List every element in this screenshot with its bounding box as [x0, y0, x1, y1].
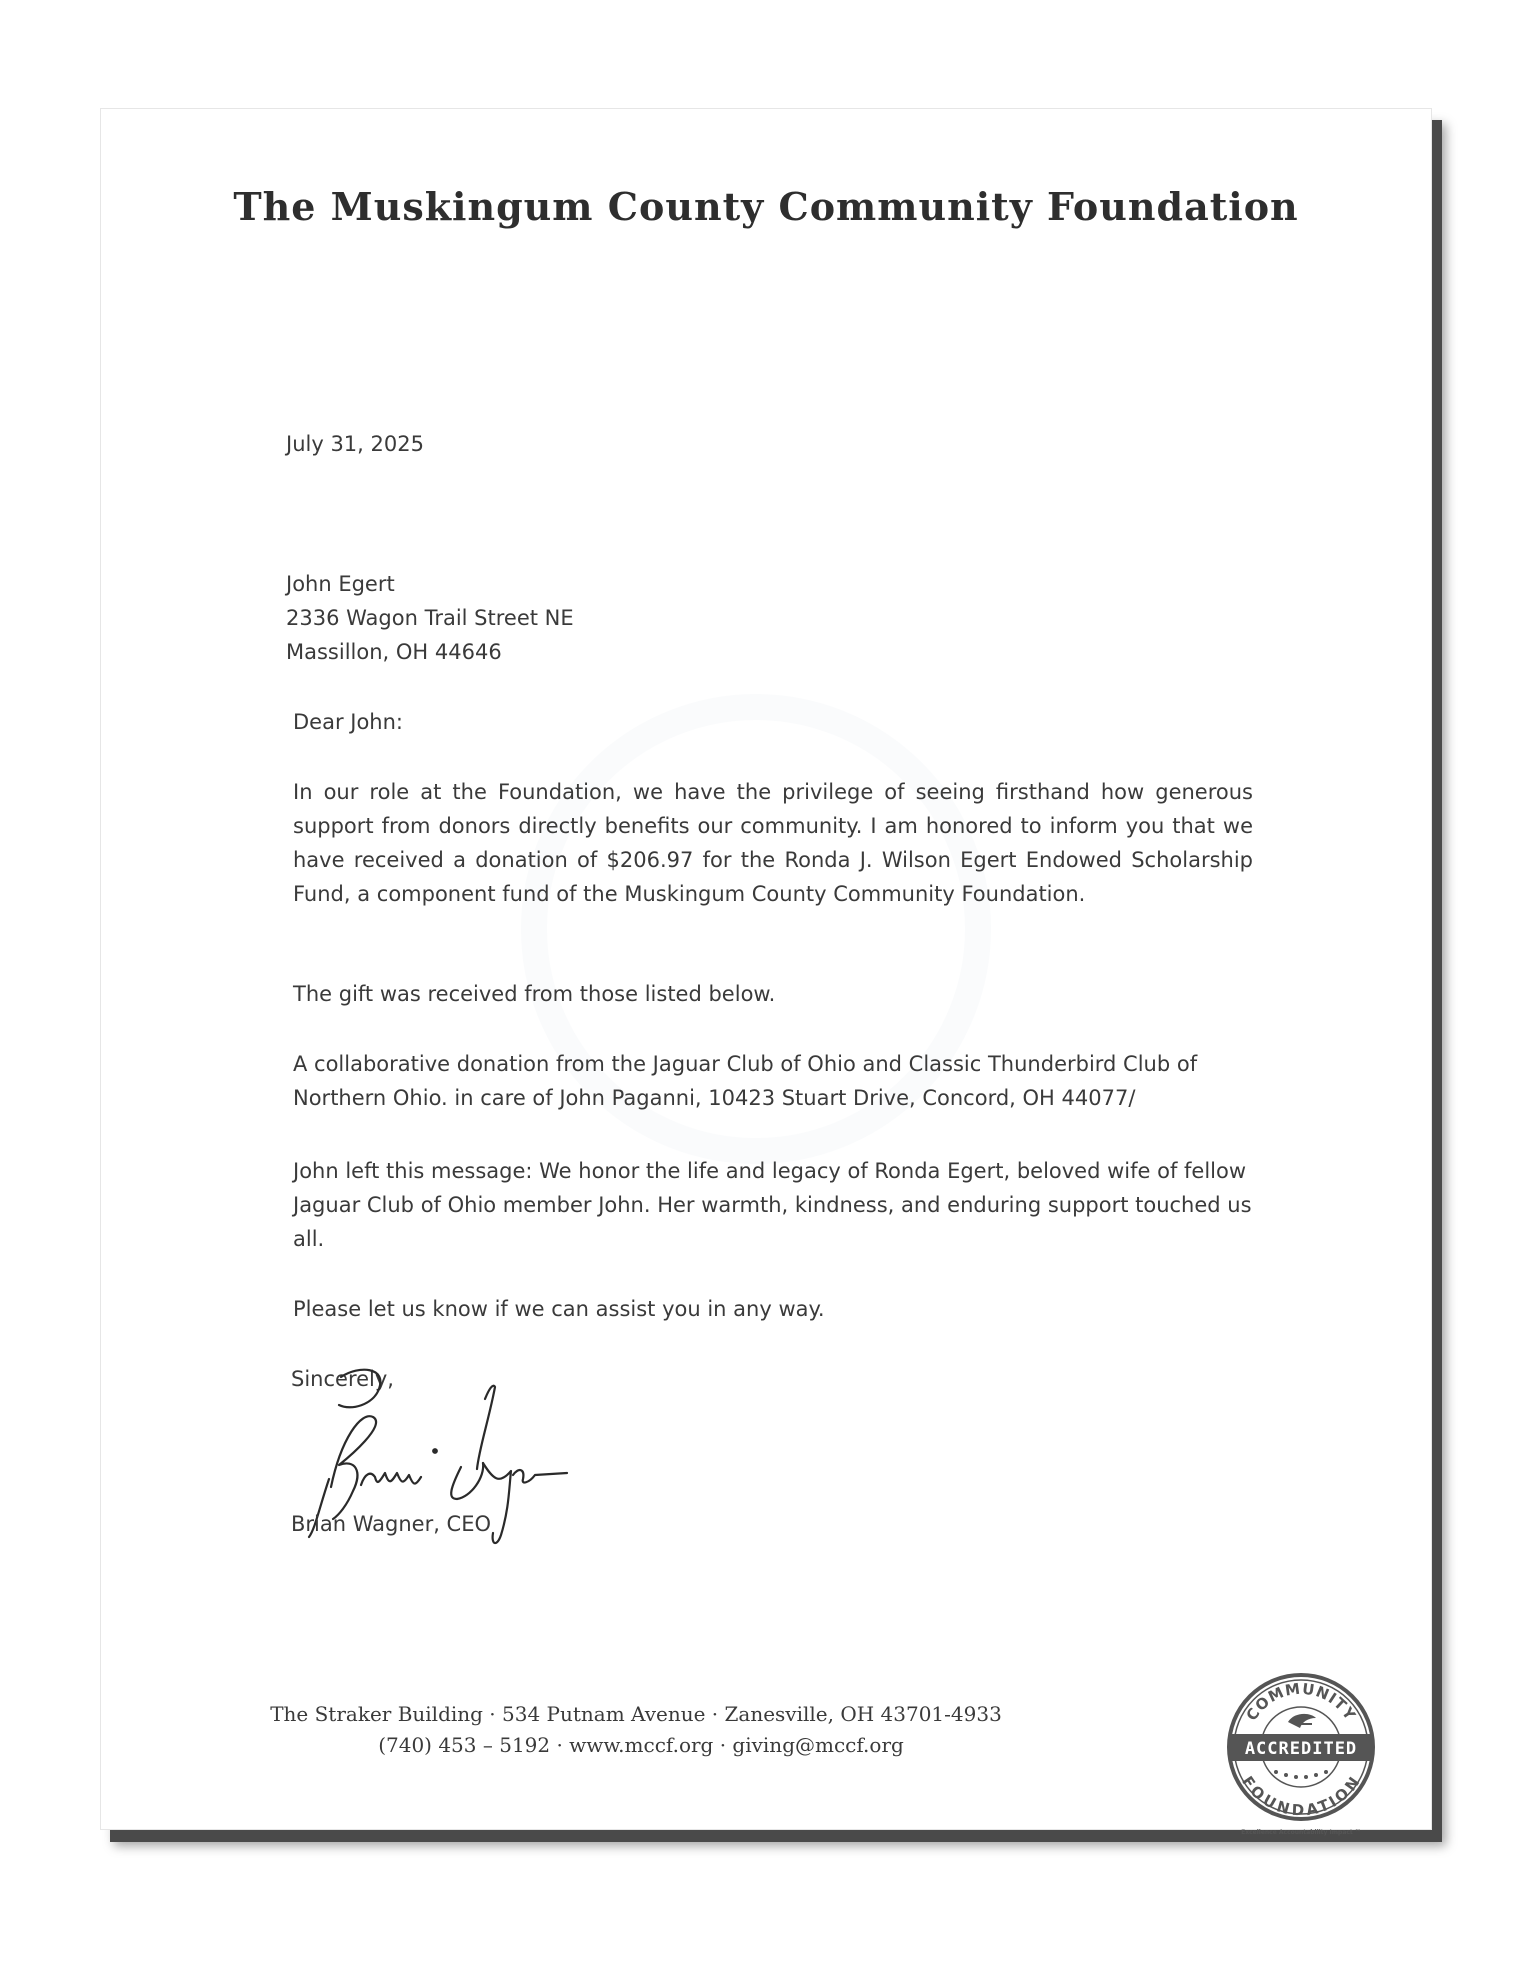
recipient-address [286, 567, 574, 669]
svg-text:ACCREDITED: ACCREDITED [1244, 1739, 1358, 1759]
recipient-street: 2336 Wagon Trail Street NE [286, 606, 574, 630]
body-paragraph-gift: The gift was received from those listed below. [293, 982, 776, 1006]
body-paragraph-donors: A collaborative donation from the Jaguar Club of Ohio and Classic Thunderbird Club of Northern Ohio. in care of John Paganni, 10423 Stuart Drive, Concord, OH 44077/ [293, 1052, 1198, 1110]
letter-page [100, 108, 1432, 1836]
footer-address: The Straker Building · 534 Putnam Avenue · Zanesville, OH 43701-4933 [270, 1702, 1002, 1726]
letterhead-title: The Muskingum County Community Foundation [233, 184, 1299, 229]
letterhead-footer [101, 1699, 1171, 1761]
body-paragraph-message: John left this message: We honor the life and legacy of Ronda Egert, beloved wife of fellow Jaguar Club of Ohio member John. Her warmth, kindness, and enduring support touched us all. [293, 1159, 1252, 1251]
recipient-city: Massillon, OH 44646 [286, 640, 502, 664]
seal-tagline: Excellence Accountability Impact ™ [1241, 1829, 1361, 1836]
closing: Sincerely, [291, 1367, 394, 1391]
footer-contact: (740) 453 – 5192 · www.mccf.org · giving@mccf.org [378, 1733, 904, 1757]
recipient-name: John Egert [286, 572, 395, 596]
body-paragraph-assist: Please let us know if we can assist you in any way. [293, 1297, 825, 1321]
salutation: Dear John: [293, 710, 404, 734]
accredited-seal-icon [1226, 1672, 1376, 1822]
svg-text:COMMUNITY: COMMUNITY [1242, 1679, 1360, 1725]
body-paragraph-donation: In our role at the Foundation, we have the privilege of seeing firsthand how generous support from donors directly benefits our community. I am honored to inform you that we have received a donation of $206.97 for the Ronda J. Wilson Egert Endowed Scholarship Fund, a component fund of the Muskingum County Community Foundation. [293, 780, 1253, 906]
signer-name: Brian Wagner, CEO [291, 1512, 492, 1536]
svg-text:FOUNDATION: FOUNDATION [1238, 1772, 1364, 1820]
letter-date: July 31, 2025 [286, 432, 424, 456]
